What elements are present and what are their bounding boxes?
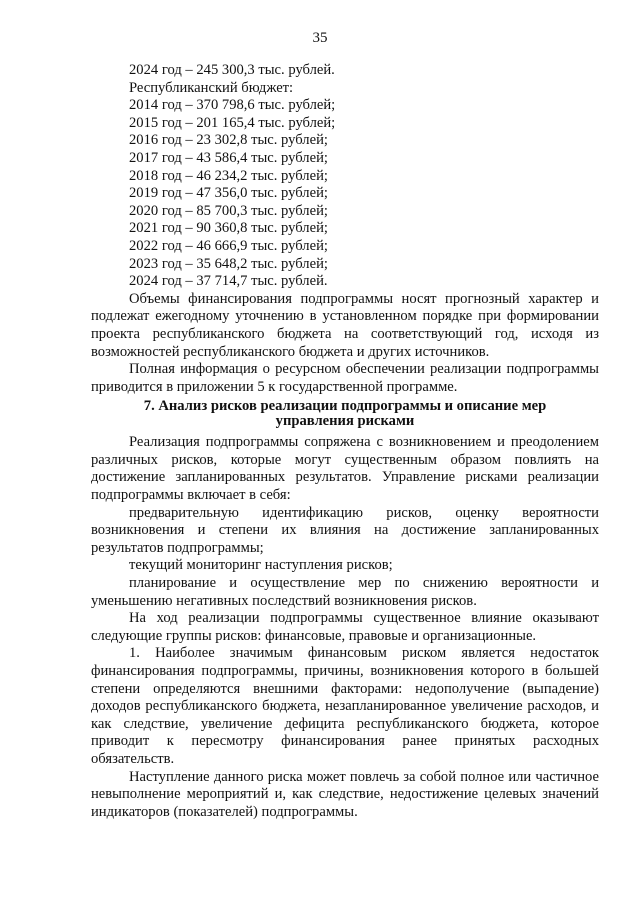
page-number: 35 [312,30,328,46]
budget-line: 2014 год – 370 798,6 тыс. рублей; [129,97,336,114]
budget-line: 2017 год – 43 586,4 тыс. рублей; [129,149,328,166]
paragraph-risk-mitigation: планирование и осуществление мер по снижению вероятности и уменьшению негативных последствий возникновения рисков. [91,575,599,609]
paragraph-financing-volumes: Объемы финансирования подпрограммы носят прогнозный характер и подлежат ежегодному уточнению в установленном порядке при формировании проекта республиканского бюджета на соответствующий год, исходя из возможностей республиканского бюджета и других источников. [91,290,599,360]
paragraph-risk-identification: предварительную идентификацию рисков, оценку вероятности возникновения и степени их влияния на достижение запланированных результатов подпрограммы; [91,504,599,556]
budget-line: 2019 год – 47 356,0 тыс. рублей; [129,185,328,202]
paragraph-risk-monitoring: текущий мониторинг наступления рисков; [129,557,393,574]
budget-line: 2015 год – 201 165,4 тыс. рублей; [129,114,336,131]
budget-subheading: Республиканский бюджет: [129,79,294,96]
budget-line: 2018 год – 46 234,2 тыс. рублей; [129,167,328,184]
budget-line: 2024 год – 245 300,3 тыс. рублей. [129,62,335,78]
budget-line: 2024 год – 37 714,7 тыс. рублей. [129,273,328,290]
paragraph-resource-info: Полная информация о ресурсном обеспечении реализации подпрограммы приводится в приложении 5 к государственной программе. [91,361,599,395]
budget-list [91,62,599,291]
budget-line: 2023 год – 35 648,2 тыс. рублей; [129,255,328,272]
budget-line: 2016 год – 23 302,8 тыс. рублей; [129,132,328,149]
budget-line: 2021 год – 90 360,8 тыс. рублей; [129,220,328,237]
budget-line: 2022 год – 46 666,9 тыс. рублей; [129,237,328,254]
page-content [91,62,599,821]
section-heading: 7. Анализ рисков реализации подпрограммы и описание мер управления рисками [143,398,547,430]
paragraph-risk-groups: На ход реализации подпрограммы существенное влияние оказывают следующие группы рисков: финансовые, правовые и организационные. [91,610,599,644]
paragraph-risks-intro: Реализация подпрограммы сопряжена с возникновением и преодолением различных рисков, которые могут существенным образом повлиять на достижение запланированных результатов. Управление рисками реализации подпрограммы включает в себя: [91,434,599,504]
budget-line: 2020 год – 85 700,3 тыс. рублей; [129,202,328,219]
paragraph-financial-risk: 1. Наиболее значимым финансовым риском является недостаток финансирования подпрограммы, причины, возникновения которого в большей степени определяются внешними факторами: недополучение (выпадение) доходов республиканского бюджета, незапланированное увеличение расходов, и как следствие, увеличение дефицита республиканского бюджета, которое приводит к пересмотру финансирования ранее принятых расходных обязательств. [91,645,599,767]
paragraph-risk-consequences: Наступление данного риска может повлечь за собой полное или частичное невыполнение мероприятий и, как следствие, недостижение целевых значений индикаторов (показателей) подпрограммы. [91,768,599,820]
